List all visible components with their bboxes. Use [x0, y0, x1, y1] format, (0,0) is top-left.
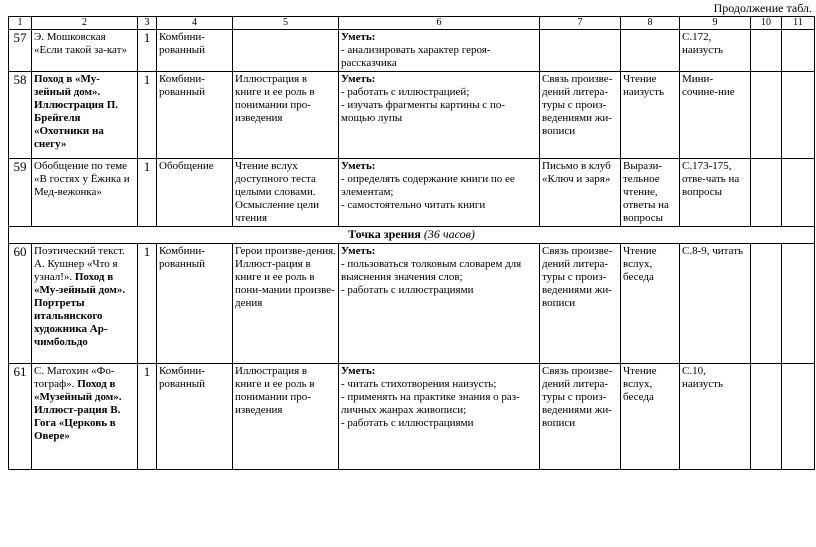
skills-label: Уметь: [341, 365, 376, 377]
lesson-type: Комбини-рованный [157, 244, 233, 364]
lesson-type: Комбини-рованный [157, 364, 233, 470]
table-body [9, 17, 815, 470]
lesson-skills [339, 159, 540, 227]
lesson-number: 61 [9, 364, 32, 470]
section-hours: (36 часов) [423, 227, 475, 241]
topic-text: Поход в «Му-зейный дом». Иллюстрация П. Брейгеля «Охотники на снегу» [34, 73, 119, 150]
topic-text: С. Матохин «Фо-тограф». [34, 365, 115, 390]
lesson-skills [339, 244, 540, 364]
lesson-col11 [782, 72, 815, 159]
table-row [9, 72, 815, 159]
lesson-number: 58 [9, 72, 32, 159]
lesson-col10 [751, 72, 782, 159]
lesson-activity [621, 30, 680, 72]
lesson-content: Чтение вслух доступного теста целыми словами. Осмысление цели чтения [233, 159, 339, 227]
lesson-number: 59 [9, 159, 32, 227]
lesson-col11 [782, 159, 815, 227]
lesson-col11 [782, 364, 815, 470]
lesson-activity: Чтение наизусть [621, 72, 680, 159]
column-number: 10 [751, 17, 782, 30]
lesson-links: Связь произве-дений литера-туры с произ-ведениями жи-вописи [540, 244, 621, 364]
lesson-topic [32, 72, 138, 159]
column-number: 7 [540, 17, 621, 30]
skill-item: - работать с иллюстрациями [341, 284, 474, 296]
lesson-col10 [751, 30, 782, 72]
skill-item: - работать с иллюстрациями [341, 417, 474, 429]
lesson-activity: Чтение вслух, беседа [621, 244, 680, 364]
topic-text: Поход в «Музейный дом». Иллюст-рация В. Гога «Церковь в Овере» [34, 378, 122, 442]
skill-item: - читать стихотворения наизусть; [341, 378, 497, 390]
lesson-links: Связь произве-дений литера-туры с произ-ведениями жи-вописи [540, 72, 621, 159]
lesson-number: 60 [9, 244, 32, 364]
lesson-col10 [751, 244, 782, 364]
table-row [9, 159, 815, 227]
lesson-type: Комбини-рованный [157, 30, 233, 72]
skill-item: - работать с иллюстрацией; [341, 86, 470, 98]
column-number: 6 [339, 17, 540, 30]
lesson-topic [32, 364, 138, 470]
lesson-plan-table [8, 16, 815, 470]
lesson-col10 [751, 364, 782, 470]
column-number-row [9, 17, 815, 30]
column-number: 9 [680, 17, 751, 30]
lesson-col11 [782, 244, 815, 364]
lesson-content: Иллюстрация в книге и ее роль в понимании про-изведения [233, 364, 339, 470]
skill-item: - пользоваться толковым словарем для выяснения значения слов; [341, 258, 522, 283]
lesson-activity: Чтение вслух, беседа [621, 364, 680, 470]
lesson-links: Связь произве-дений литера-туры с произ-ведениями жи-вописи [540, 364, 621, 470]
section-title-text: Точка зрения [348, 227, 424, 241]
lesson-links [540, 30, 621, 72]
column-number: 11 [782, 17, 815, 30]
topic-text: Поэтический текст. А. Кушнер «Что я узнал!». [34, 245, 125, 283]
lesson-skills [339, 364, 540, 470]
lesson-type: Обобщение [157, 159, 233, 227]
lesson-hours: 1 [138, 364, 157, 470]
table-row [9, 244, 815, 364]
lesson-homework: С.8-9, читать [680, 244, 751, 364]
lesson-skills [339, 72, 540, 159]
lesson-homework: С.173-175, отве-чать на вопросы [680, 159, 751, 227]
skill-item: - определять содержание книги по ее элементам; [341, 173, 515, 198]
lesson-hours: 1 [138, 30, 157, 72]
skills-label: Уметь: [341, 245, 376, 257]
lesson-activity: Вырази-тельное чтение, ответы на вопросы [621, 159, 680, 227]
lesson-hours: 1 [138, 72, 157, 159]
column-number: 2 [32, 17, 138, 30]
skills-label: Уметь: [341, 73, 376, 85]
lesson-homework: С.172, наизусть [680, 30, 751, 72]
skills-label: Уметь: [341, 160, 376, 172]
lesson-links: Письмо в клуб «Ключ и заря» [540, 159, 621, 227]
column-number: 4 [157, 17, 233, 30]
lesson-content: Иллюстрация в книге и ее роль в понимании про-изведения [233, 72, 339, 159]
topic-text: Э. Мошковская «Если такой за-кат» [34, 31, 127, 56]
skills-label: Уметь: [341, 31, 376, 43]
skill-item: - изучать фрагменты картины с по-мощью лупы [341, 99, 505, 124]
section-row [9, 227, 815, 244]
table-caption: Продолжение табл. [713, 1, 812, 15]
column-number: 8 [621, 17, 680, 30]
lesson-homework: С.10, наизусть [680, 364, 751, 470]
lesson-number: 57 [9, 30, 32, 72]
column-number: 1 [9, 17, 32, 30]
lesson-homework: Мини-сочине-ние [680, 72, 751, 159]
skill-item: - анализировать характер героя-рассказчика [341, 44, 491, 69]
topic-text: Обобщение по теме «В гостях у Ёжика и Мед-вежонка» [34, 160, 130, 198]
lesson-col11 [782, 30, 815, 72]
skill-item: - применять на практике знания о раз-личных жанрах живописи; [341, 391, 520, 416]
table-row [9, 30, 815, 72]
lesson-topic [32, 159, 138, 227]
lesson-topic [32, 244, 138, 364]
table-row [9, 364, 815, 470]
lesson-type: Комбини-рованный [157, 72, 233, 159]
column-number: 3 [138, 17, 157, 30]
lesson-content [233, 30, 339, 72]
lesson-topic [32, 30, 138, 72]
topic-text: Поход в «Му-зейный дом». Портреты итальянского художника Ар-чимбольдо [34, 271, 126, 348]
section-title [9, 227, 815, 244]
lesson-col10 [751, 159, 782, 227]
lesson-skills [339, 30, 540, 72]
skill-item: - самостоятельно читать книги [341, 199, 486, 211]
lesson-hours: 1 [138, 159, 157, 227]
lesson-hours: 1 [138, 244, 157, 364]
column-number: 5 [233, 17, 339, 30]
lesson-content: Герои произве-дения. Иллюст-рация в книге и ее роль в пони-мании произве-дения [233, 244, 339, 364]
